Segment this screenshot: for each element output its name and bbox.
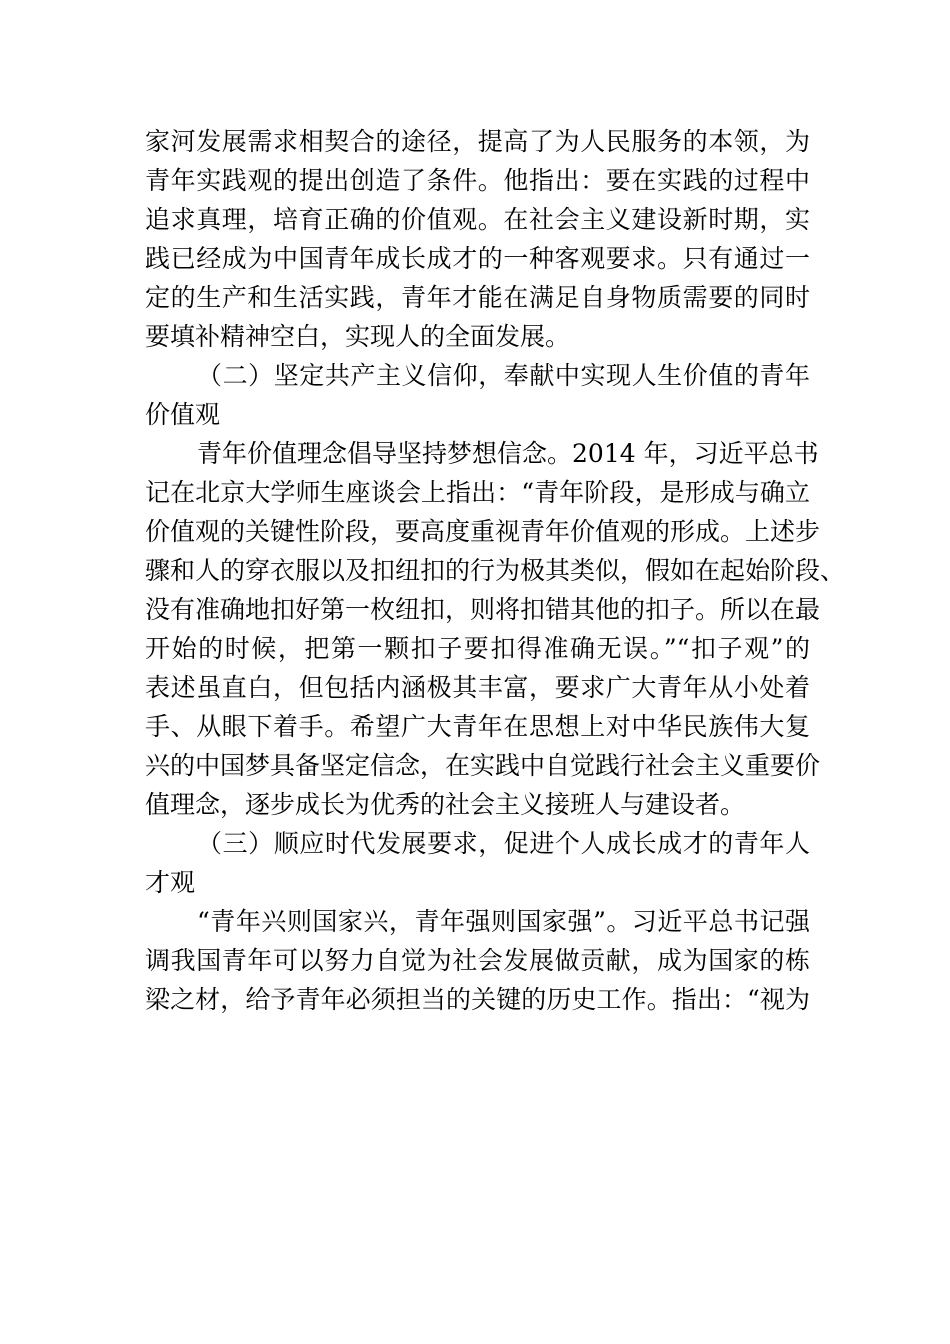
heading-line: （二）坚定共产主义信仰，奉献中实现人生价值的青年 — [197, 361, 810, 390]
section-heading-2 — [145, 356, 810, 434]
text-line: 家河发展需求相契合的途径，提高了为人民服务的本领，为 — [145, 127, 810, 156]
text-line: 记在北京大学师生座谈会上指出：“青年阶段，是形成与确立 — [145, 478, 810, 507]
text-line: 兴的中国梦具备坚定信念，在实践中自觉践行社会主义重要价 — [145, 751, 821, 780]
text-line: 骤和人的穿衣服以及扣纽扣的行为极其类似，假如在起始阶段、 — [145, 556, 846, 585]
text-line: 没有准确地扣好第一枚纽扣，则将扣错其他的扣子。所以在最 — [145, 595, 821, 624]
text-line: 践已经成为中国青年成长成才的一种客观要求。只有通过一 — [145, 244, 810, 273]
text-line: 梁之材，给予青年必须担当的关键的历史工作。指出：“视为 — [145, 985, 810, 1014]
text-line: “青年兴则国家兴，青年强则国家强”。习近平总书记强 — [197, 907, 810, 936]
body-text — [145, 122, 846, 1019]
text-line: 值理念，逐步成长为优秀的社会主义接班人与建设者。 — [145, 790, 746, 819]
paragraph-2 — [145, 434, 846, 824]
text-line: 定的生产和生活实践，青年才能在满足自身物质需要的同时 — [145, 283, 810, 312]
text-line: 青年实践观的提出创造了条件。他指出：要在实践的过程中 — [145, 166, 810, 195]
text-line: 表述虽直白，但包括内涵极其丰富，要求广大青年从小处着 — [145, 673, 810, 702]
heading-line: （三）顺应时代发展要求，促进个人成长成才的青年人 — [197, 829, 810, 858]
section-heading-3 — [145, 824, 810, 902]
text-line: 手、从眼下着手。希望广大青年在思想上对中华民族伟大复 — [145, 712, 810, 741]
text-line: 调我国青年可以努力自觉为社会发展做贡献，成为国家的栋 — [145, 946, 810, 975]
text-line: 价值观的关键性阶段，要高度重视青年价值观的形成。上述步 — [145, 517, 821, 546]
heading-line: 才观 — [145, 868, 196, 897]
text-line: 青年价值理念倡导坚持梦想信念。2014 年，习近平总书 — [197, 439, 819, 468]
text-line: 开始的时候，把第一颗扣子要扣得准确无误。”“扣子观”的 — [145, 634, 810, 663]
paragraph-1 — [145, 122, 810, 356]
paragraph-3 — [145, 902, 810, 1019]
text-line: 追求真理，培育正确的价值观。在社会主义建设新时期，实 — [145, 205, 810, 234]
text-line: 要填补精神空白，实现人的全面发展。 — [145, 322, 571, 351]
heading-line: 价值观 — [145, 400, 221, 429]
